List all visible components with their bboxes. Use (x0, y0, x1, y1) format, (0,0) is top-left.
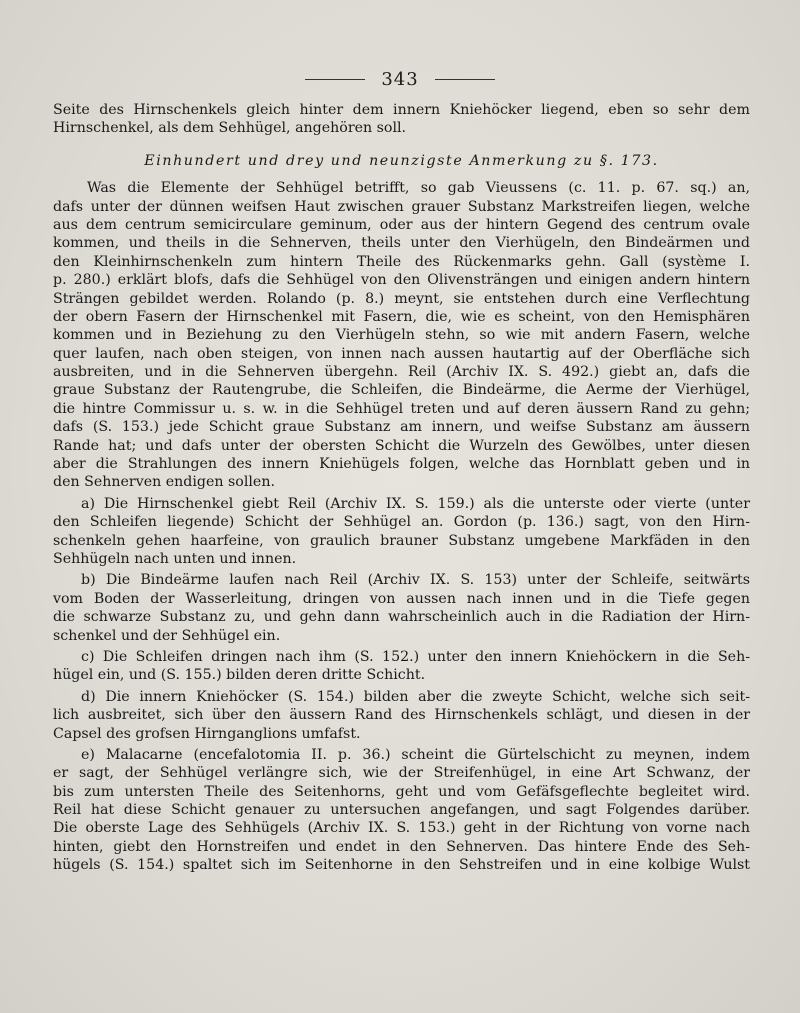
subsection-line: Sehhügeln nach unten und innen. (53, 550, 297, 567)
subsection-line: die schwarze Substanz zu, und gehn dann wahrscheinlich auch in die Radiation der Hirn- (53, 609, 750, 626)
paragraph-line: die hintre Commissur u. s. w. in die Sehhügel treten und auf deren äussern Rand zu gehn; (53, 400, 750, 417)
header-rule-left (305, 79, 365, 80)
paragraph-line: ausbreiten, und in die Sehnerven übergehn. Reil (Archiv IX. S. 492.) giebt an, dafs die (53, 364, 750, 381)
paragraph-line: Strängen gebildet werden. Rolando (p. 8.) meynt, sie entstehen durch eine Verflechtung (53, 290, 750, 307)
paragraph-line: aus dem centrum semicirculare geminum, oder aus der hintern Gegend des centrum ovale (53, 216, 750, 233)
paragraph-line: p. 280.) erklärt blofs, dafs die Sehhügel von den Olivensträngen und einigen andern hintern (53, 272, 750, 289)
subsection-line: er sagt, der Sehhügel verlängre sich, wie der Streifenhügel, in eine Art Schwanz, der (53, 765, 750, 782)
subsection-line: b) Die Bindeärme laufen nach Reil (Archiv IX. S. 153) unter der Schleife, seitwärts (81, 572, 750, 589)
body-text (53, 101, 750, 875)
paragraph-line: dafs unter der dünnen weifsen Haut zwischen grauer Substanz Markstreifen liegen, welche (53, 198, 750, 215)
subsection-line: lich ausbreitet, sich über den äussern Rand des Hirnschenkels schlägt, und diesen in der (53, 707, 750, 724)
paragraph-line: der obern Fasern der Hirnschenkel mit Fasern, die, wie es scheint, von den Hemisphären (53, 308, 750, 325)
paragraph-line: quer laufen, nach oben steigen, von innen nach aussen hautartig auf der Oberfläche sich (53, 345, 750, 362)
subsection-line: c) Die Schleifen dringen nach ihm (S. 152.) unter den innern Kniehöckern in die Seh- (81, 648, 750, 665)
page-number: 343 (381, 68, 419, 90)
subsection-line: d) Die innern Kniehöcker (S. 154.) bilden aber die zweyte Schicht, welche sich seit- (81, 688, 750, 705)
subsection-line: e) Malacarne (encefalotomia II. p. 36.) scheint die Gürtelschicht zu meynen, indem (81, 746, 750, 763)
paragraph-line: den Kleinhirnschenkeln zum hintern Theile des Rückenmarks gehn. Gall (système I. (53, 253, 750, 270)
subsection-line: hügels (S. 154.) spaltet sich im Seitenhorne in den Sehstreifen und in eine kolbige Wulst (53, 857, 750, 874)
subsection-line: schenkeln gehen haarfeine, von graulich brauner Substanz umgebene Markfäden in den (53, 532, 750, 549)
subsection-line: hügel ein, und (S. 155.) bilden deren dritte Schicht. (53, 667, 426, 684)
subsection-line: a) Die Hirnschenkel giebt Reil (Archiv IX. S. 159.) als die unterste oder vierte (unter (81, 495, 750, 512)
subsection-line: Die oberste Lage des Sehhügels (Archiv IX. S. 153.) geht in der Richtung von vorne nach (53, 820, 750, 837)
paragraph-line: den Sehnerven endigen sollen. (53, 474, 275, 491)
intro-line: Seite des Hirnschenkels gleich hinter dem innern Kniehöcker liegend, eben so sehr dem (53, 102, 750, 118)
subsection-line: Reil hat diese Schicht genauer zu untersuchen angefangen, und sagt Folgendes darüber. (53, 802, 750, 819)
intro-line: Hirnschenkel, als dem Sehhügel, angehören soll. (53, 120, 407, 137)
header-rule-right (435, 79, 495, 80)
paragraph-line: kommen und in Beziehung zu den Vierhügeln stehn, so wie mit andern Fasern, welche (53, 327, 750, 344)
paragraph-line: Rande hat; und dafs unter der obersten Schicht die Wurzeln des Gewölbes, unter diesen (53, 437, 750, 454)
subsection-line: vom Boden der Wasserleitung, dringen von aussen nach innen und in die Tiefe gegen (53, 590, 750, 607)
paragraph-line: Was die Elemente der Sehhügel betrifft, so gab Vieussens (c. 11. p. 67. sq.) an, (87, 180, 750, 197)
page-header (0, 64, 800, 94)
subsection-line: Capsel des grofsen Hirnganglions umfafst. (53, 725, 361, 742)
paragraph-line: graue Substanz der Rautengrube, die Schleifen, die Bindeärme, die Aerme der Vierhügel, (53, 382, 750, 399)
paragraph-line: dafs (S. 153.) jede Schicht graue Substanz am innern, und weifse Substanz am äussern (53, 419, 750, 436)
subsection-line: schenkel und der Sehhügel ein. (53, 627, 281, 644)
subsection-line: bis zum untersten Theile des Seitenhorns, geht und vom Gefäfsgeflechte begleitet wird. (53, 783, 750, 800)
paragraph-line: kommen, und theils in die Sehnerven, theils unter den Vierhügeln, den Bindeärmen und (53, 235, 750, 252)
section-heading: Einhundert und drey und neunzigste Anmerkung zu §. 173. (144, 152, 659, 169)
subsection-line: den Schleifen liegende) Schicht der Sehhügel an. Gordon (p. 136.) sagt, von den Hirn- (53, 514, 750, 531)
subsection-line: hinten, giebt den Hornstreifen und endet in den Sehnerven. Das hintere Ende des Seh- (53, 838, 750, 855)
paragraph-line: aber die Strahlungen des innern Kniehügels folgen, welche das Hornblatt geben und in (53, 456, 750, 473)
